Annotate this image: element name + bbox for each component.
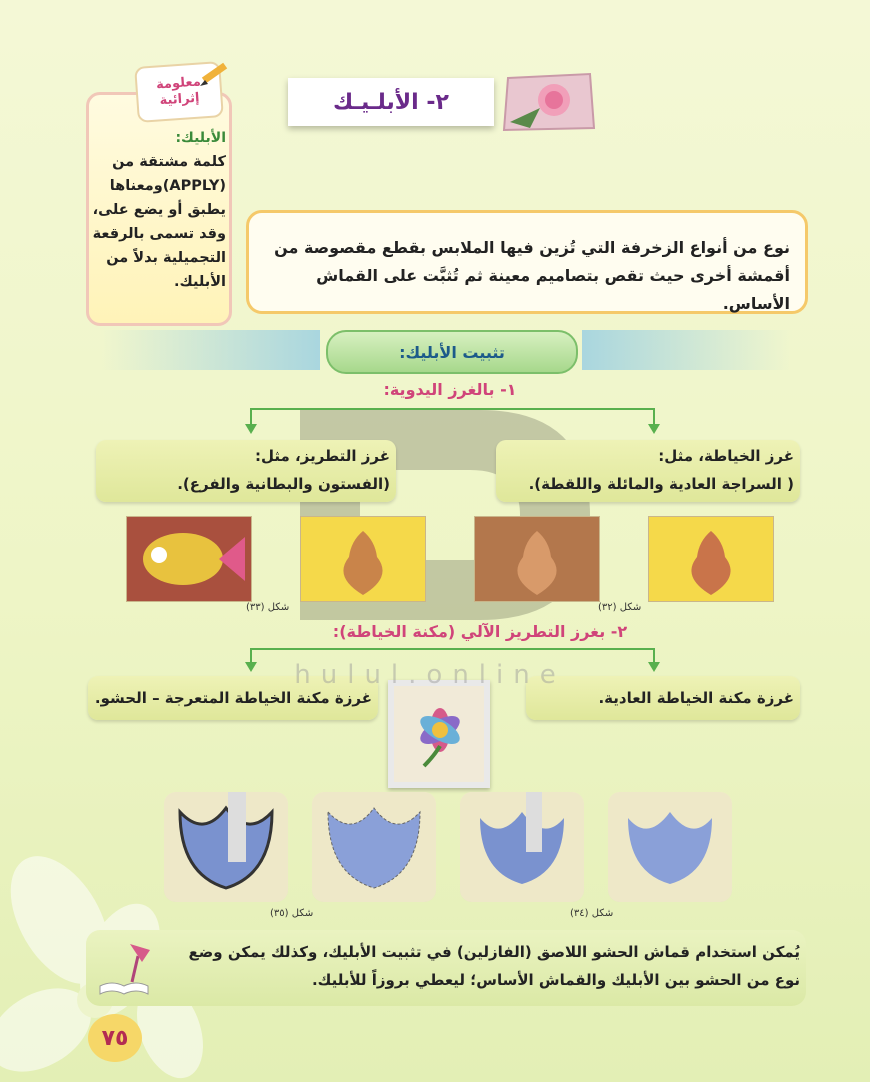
photo-tulip-2 bbox=[460, 792, 584, 902]
cushion-image bbox=[500, 70, 598, 134]
photo-fish bbox=[126, 516, 252, 602]
info-heading: الأبليك: bbox=[175, 130, 226, 146]
machine-zigzag-text: غرزة مكنة الخياطة المتعرجة – الحشو. bbox=[94, 689, 372, 707]
connector-line bbox=[250, 408, 655, 410]
figure-caption-33: شكل (٣٣) bbox=[246, 602, 290, 613]
arrow-down-icon bbox=[245, 424, 257, 434]
embroidery-stitch-line-2: (الفستون والبطانية والفرع). bbox=[177, 475, 390, 493]
embroidery-stitch-line-1: غرز التطريز، مثل: bbox=[255, 447, 390, 465]
photo-pear-yellow-2 bbox=[300, 516, 426, 602]
connector-line-2 bbox=[250, 648, 655, 650]
section-title: تثبيت الأبليك: bbox=[326, 330, 578, 374]
photo-tulip-3 bbox=[312, 792, 436, 902]
hand-stitch-line-1: غرز الخياطة، مثل: bbox=[658, 447, 794, 465]
lamp-book-icon bbox=[92, 936, 156, 1000]
figure-caption-35: شكل (٣٥) bbox=[270, 908, 314, 919]
hand-stitch-line-2: ( السراجة العادية والمائلة واللقطة). bbox=[528, 475, 794, 493]
framed-applique-image bbox=[388, 680, 490, 788]
page-title: ٢- الأبلـيـك bbox=[288, 78, 494, 126]
photo-pear-yellow-1 bbox=[648, 516, 774, 602]
section-stripe-right bbox=[582, 330, 792, 370]
section-stripe-left bbox=[100, 330, 320, 370]
figure-caption-32: شكل (٣٢) bbox=[598, 602, 642, 613]
info-text: كلمة مشتقة من (APPLY)ومعناها يطبق أو يضع على، وقد تسمى بالرقعة التجميلية بدلاً من الأبليك. bbox=[92, 154, 226, 290]
watermark-text: hulul.online bbox=[294, 660, 566, 690]
method2-heading: ٢- بغرز التطريز الآلي (مكنة الخياطة): bbox=[332, 622, 628, 641]
photo-tulip-1 bbox=[608, 792, 732, 902]
arrow-down-icon bbox=[648, 662, 660, 672]
machine-straight-text: غرزة مكنة الخياطة العادية. bbox=[598, 689, 794, 707]
arrow-down-icon bbox=[648, 424, 660, 434]
photo-pear-brown bbox=[474, 516, 600, 602]
definition-text: نوع من أنواع الزخرفة التي تُزين فيها الملابس بقطع مقصوصة من أقمشة أخرى حيث تقص بتصاميم معينة ثم تُثبَّت على القماش الأساس. bbox=[274, 238, 790, 313]
method1-heading: ١- بالغرز اليدوية: bbox=[383, 380, 517, 399]
page-number: ٧٥ bbox=[88, 1014, 142, 1062]
note-text: يُمكن استخدام قماش الحشو اللاصق (الفازلين) في تثبيت الأبليك، وكذلك يمكن وضع نوع من الحشو بين الأبليك والقماش الأساس؛ ليعطي بروزاً للأبليك. bbox=[188, 943, 800, 989]
photo-tulip-4 bbox=[164, 792, 288, 902]
badge-line-1: معلومة bbox=[155, 74, 202, 93]
badge-line-2: إثرائية bbox=[159, 90, 200, 109]
figure-caption-34: شكل (٣٤) bbox=[570, 908, 614, 919]
pencil-icon bbox=[196, 56, 232, 92]
